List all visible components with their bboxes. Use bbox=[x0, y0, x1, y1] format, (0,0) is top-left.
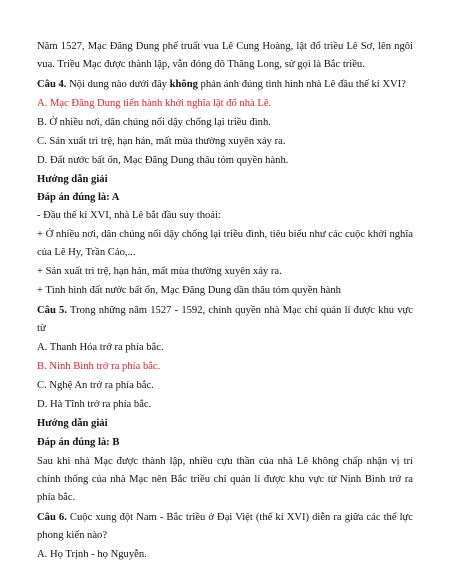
question-4-answer-text: Đáp án đúng là: A bbox=[37, 192, 120, 203]
question-6-option-a: A. Họ Trịnh - họ Nguyễn. bbox=[37, 549, 147, 560]
question-4-text-after: phản ánh đúng tình hình nhà Lê đầu thế kỉ XVI? bbox=[200, 79, 406, 90]
intro-line-2: vua. Triều Mạc được thành lập, vẫn đóng đô Thăng Long, sử gọi là Bắc triều. bbox=[37, 59, 365, 70]
question-4-option-a: A. Mạc Đăng Dung tiến hành khởi nghĩa lật đổ nhà Lê. bbox=[37, 98, 272, 109]
question-5-explain-a: Sau khi nhà Mạc được thành lập, nhiều cựu thần của nhà Lê không chấp nhận vị trí bbox=[37, 456, 413, 467]
question-4-answer bbox=[37, 191, 119, 205]
question-5-text-b: từ bbox=[37, 323, 46, 334]
question-4-explain-3: + Tình hình đất nước bất ổn, Mạc Đăng Dung dần thâu tóm quyền hành bbox=[37, 285, 341, 296]
question-5-label: Câu 5. bbox=[37, 305, 67, 316]
question-4-explain-1a: + Ở nhiều nơi, dân chúng nổi dậy chống lại triều đình, tiêu biểu như các cuộc khởi nghĩa bbox=[37, 229, 413, 240]
question-5-option-b: B. Ninh Bình trở ra phía bắc. bbox=[37, 361, 161, 372]
intro-line-1: Năm 1527, Mạc Đăng Dung phế truất vua Lê Cung Hoàng, lật đổ triều Lê Sơ, lên ngôi bbox=[37, 41, 413, 52]
question-4-text-before: Nội dung nào dưới đây bbox=[69, 79, 167, 90]
question-5-answer bbox=[37, 436, 119, 450]
question-6-label: Câu 6. bbox=[37, 512, 67, 523]
question-4-guide-heading-text: Hướng dẫn giải bbox=[37, 174, 108, 185]
question-4-option-b: B. Ở nhiều nơi, dân chúng nổi dậy chống lại triều đình. bbox=[37, 117, 271, 128]
question-6-text-a: Cuộc xung đột Nam - Bắc triều ở Đại Việt (thế kỉ XVI) diễn ra giữa các thế lực bbox=[69, 512, 413, 523]
question-5-explain-b: chính thống của nhà Mạc nên Bắc triều chỉ quản lí được khu vực từ Ninh Bình trở ra bbox=[37, 474, 413, 485]
question-6 bbox=[37, 511, 413, 525]
question-5-option-d: D. Hà Tĩnh trở ra phía bắc. bbox=[37, 399, 152, 410]
question-5-explain-c: phía bắc. bbox=[37, 492, 76, 503]
question-5-answer-text: Đáp án đúng là: B bbox=[37, 437, 120, 448]
question-5-guide-heading bbox=[37, 417, 108, 431]
question-4-text-bold: không bbox=[169, 79, 198, 90]
question-5-text-a: Trong những năm 1527 - 1592, chính quyền nhà Mạc chỉ quản lí được khu vực bbox=[69, 305, 413, 316]
question-4-guide-heading bbox=[37, 173, 108, 187]
question-4-label: Câu 4. bbox=[37, 79, 67, 90]
question-4-explain-lead bbox=[37, 209, 221, 223]
question-5-option-a: A. Thanh Hóa trở ra phía bắc. bbox=[37, 342, 164, 353]
question-5-option-c: C. Nghệ An trở ra phía bắc. bbox=[37, 380, 154, 391]
question-4 bbox=[37, 78, 406, 92]
question-4-explain-2: + Sản xuất trì trệ, hạn hán, mất mùa thường xuyên xảy ra. bbox=[37, 266, 282, 277]
question-4-explain-1b: của Lê Hy, Trần Cảo,... bbox=[37, 247, 136, 258]
question-4-option-c: C. Sản xuất trì trệ, hạn hán, mất mùa thường xuyên xảy ra. bbox=[37, 136, 286, 147]
question-5-guide-heading-text: Hướng dẫn giải bbox=[37, 418, 108, 429]
question-4-option-d: D. Đất nước bất ổn, Mạc Đăng Dung thâu tóm quyền hành. bbox=[37, 155, 289, 166]
question-5 bbox=[37, 304, 413, 318]
question-6-text-b: phong kiến nào? bbox=[37, 530, 108, 541]
question-4-explain-lead-text: - Đầu thế kỉ XVI, nhà Lê bắt đầu suy thoái: bbox=[37, 210, 221, 221]
